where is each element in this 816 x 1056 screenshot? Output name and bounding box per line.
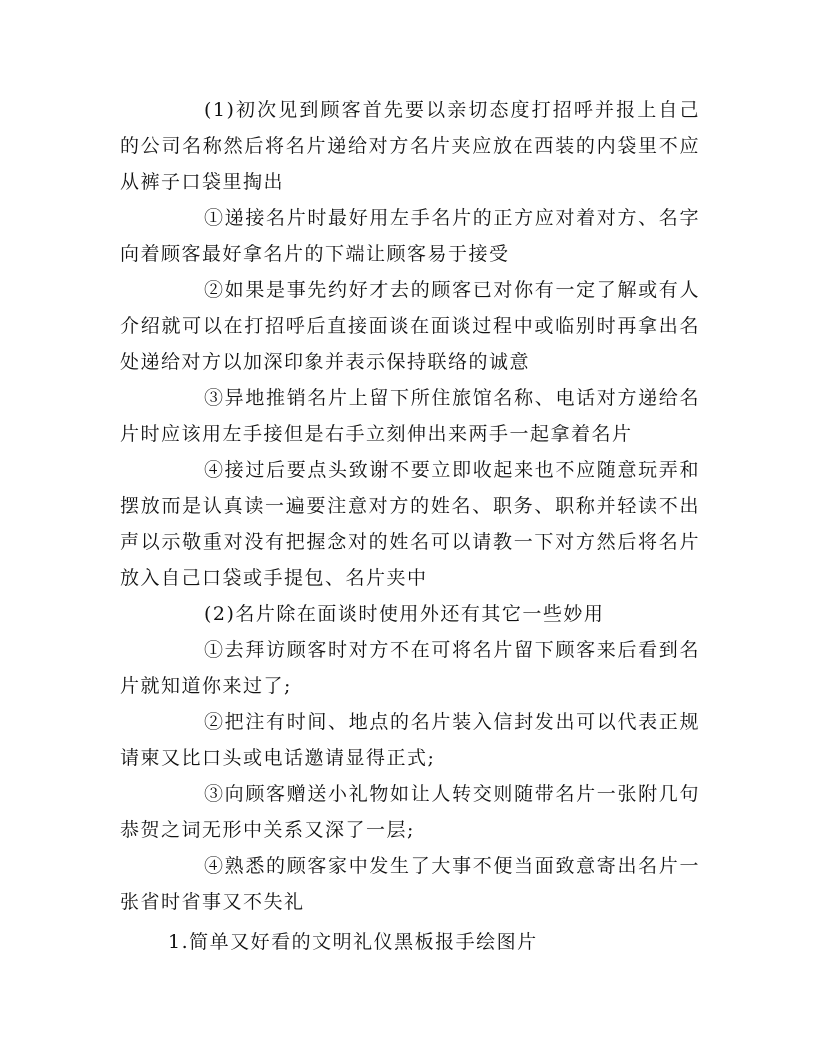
section2-intro: (2)名片除在面谈时使用外还有其它一些妙用 [204, 603, 605, 625]
section2-item-4: ④熟悉的顾客家中发生了大事不便当面致意寄出名片一张省时省事又不失礼 [120, 855, 700, 913]
section2-item-2: ②把注有时间、地点的名片装入信封发出可以代表正规请柬又比口头或电话邀请显得正式; [120, 711, 700, 769]
section1-item-2: ②如果是事先约好才去的顾客已对你有一定了解或有人介绍就可以在打招呼后直接面谈在面谈过程中或临别时再拿出名处递给对方以加深印象并表示保持联络的诚意 [120, 279, 700, 373]
section2-item-1: ①去拜访顾客时对方不在可将名片留下顾客来后看到名片就知道你来过了; [120, 639, 700, 697]
next-section-heading: 1.简单又好看的文明礼仪黑板报手绘图片 [168, 931, 538, 953]
section1-intro: (1)初次见到顾客首先要以亲切态度打招呼并报上自己的公司名称然后将名片递给对方名片夹应放在西装的内袋里不应从裤子口袋里掏出 [120, 99, 700, 193]
section1-item-3: ③异地推销名片上留下所住旅馆名称、电话对方递给名片时应该用左手接但是右手立刻伸出来两手一起拿着名片 [120, 387, 700, 445]
section1-item-4: ④接过后要点头致谢不要立即收起来也不应随意玩弄和摆放而是认真读一遍要注意对方的姓名、职务、职称并轻读不出声以示敬重对没有把握念对的姓名可以请教一下对方然后将名片放入自己口袋或手提包、名片夹中 [120, 459, 700, 589]
section2-item-3: ③向顾客赠送小礼物如让人转交则随带名片一张附几句恭贺之词无形中关系又深了一层; [120, 783, 700, 841]
section1-item-1: ①递接名片时最好用左手名片的正方应对着对方、名字向着顾客最好拿名片的下端让顾客易于接受 [120, 207, 700, 265]
